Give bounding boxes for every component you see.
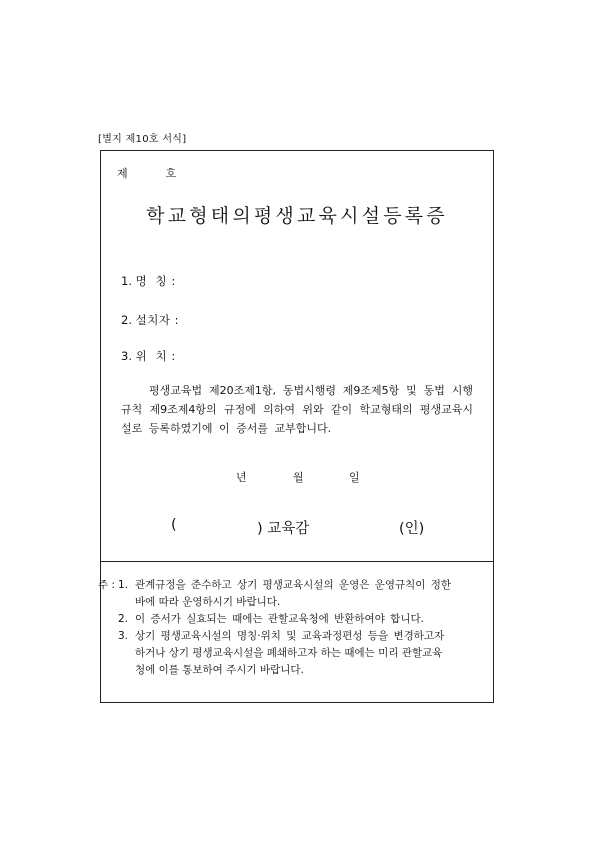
date-day: 일	[349, 471, 360, 484]
field-name	[121, 273, 176, 289]
note-item	[98, 611, 498, 628]
field-name-number: 1.	[121, 274, 132, 288]
field-founder	[121, 312, 179, 328]
note-number: 1.	[118, 579, 129, 591]
note-text: 상기 평생교육시설의 명칭·위치 및 교육과정편성 등을 변경하고자	[135, 630, 445, 642]
field-location-label: 위 치 :	[135, 349, 176, 363]
certificate-title: 학교형태의평생교육시설등록증	[146, 205, 448, 227]
certificate-number-prefix: 제	[117, 167, 128, 180]
field-founder-label: 설치자 :	[135, 313, 179, 327]
divider-line	[101, 561, 493, 562]
field-location	[121, 348, 176, 364]
field-name-label: 명 칭 :	[135, 274, 176, 288]
date-month: 월	[293, 471, 304, 484]
issuer-title: ) 교육감	[257, 521, 310, 537]
note-text: 바에 따라 운영하시기 바랍니다.	[135, 596, 281, 608]
certificate-number-suffix: 호	[165, 167, 177, 180]
form-label: [별지 제10호 서식]	[98, 134, 187, 145]
seal-mark: (인)	[399, 521, 425, 537]
note-number: 3.	[118, 630, 129, 642]
notes-prefix: 주 :	[98, 579, 116, 591]
field-location-number: 3.	[121, 349, 132, 363]
certificate-number	[117, 165, 176, 181]
field-founder-number: 2.	[121, 313, 132, 327]
certificate-statement: 평생교육법 제20조제1항, 동법시행령 제9조제5항 및 동법 시행규칙 제9조제4항의 규정에 의하여 위와 같이 학교형태의 평생교육시설로 등록하였기에 이 증서를 교부합니다.	[121, 384, 473, 435]
note-text: 하거나 상기 평생교육시설을 폐쇄하고자 하는 때에는 미리 관할교육	[135, 647, 443, 659]
note-text: 청에 이를 통보하여 주시기 바랍니다.	[135, 664, 304, 676]
note-item	[98, 577, 498, 594]
note-number: 2.	[118, 613, 129, 625]
date-year: 년	[236, 471, 247, 484]
issuer-open-paren: (	[171, 517, 177, 533]
note-text: 이 증서가 실효되는 때에는 관할교육청에 반환하여야 합니다.	[135, 613, 424, 625]
note-text: 관계규정을 준수하고 상기 평생교육시설의 운영은 운영규칙이 정한	[135, 579, 452, 591]
notes-section	[98, 577, 498, 679]
note-item	[98, 628, 498, 645]
